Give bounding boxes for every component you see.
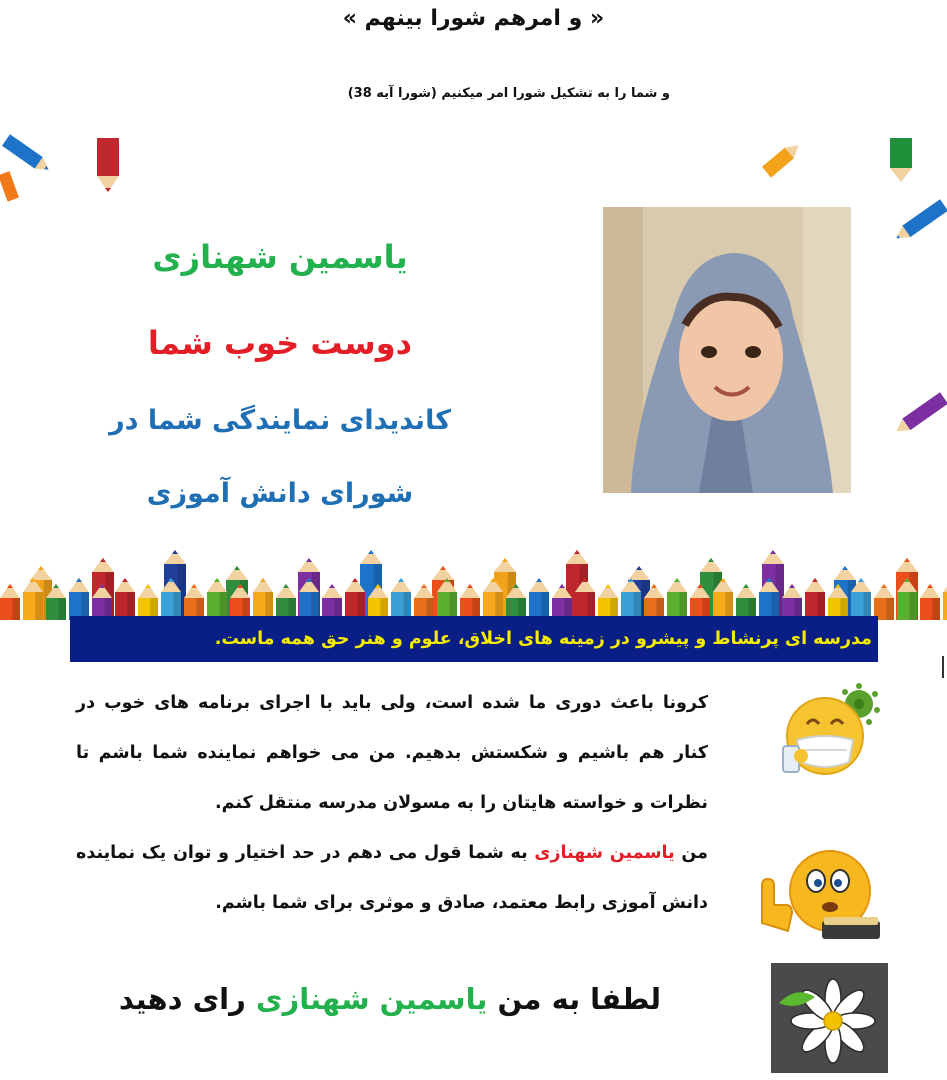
message-paragraph-1: کرونا باعث دوری ما شده است، ولی باید با اجرای برنامه های خوب در کنار هم باشیم و شکستش بدهیم. من می خواهم نماینده شما باشم تا نظرات و خواسته هایتان را به مسولان مدرسه منتقل کنم. bbox=[76, 693, 708, 813]
pencil-icon bbox=[391, 578, 411, 620]
message-paragraph-2-suffix: به شما قول می دهم در حد اختیار و توان یک نماینده دانش آموزی رابط معتمد، صادق و موثری برای شما باشم. bbox=[76, 843, 708, 913]
slogan-banner bbox=[70, 616, 878, 662]
slogan-text: مدرسه ای پرنشاط و پیشرو در زمینه های اخلاق، علوم و هنر حق همه ماست. bbox=[214, 629, 872, 649]
pencil-icon bbox=[874, 584, 894, 620]
vote-call-name: یاسمین شهنازی bbox=[255, 982, 488, 1016]
pencil-icon bbox=[138, 584, 158, 620]
pencil-icon bbox=[184, 584, 204, 620]
pencil-icon bbox=[69, 578, 89, 620]
header-subtitle: و شما را به تشکیل شورا امر میکنیم (شورا آیه 38) bbox=[347, 86, 670, 101]
candidate-photo bbox=[603, 207, 851, 493]
campaign-message bbox=[76, 678, 708, 928]
pencil-icon bbox=[920, 584, 940, 620]
pencil-icon bbox=[460, 584, 480, 620]
candidate-role-line2: شورای دانش آموزی bbox=[146, 478, 414, 509]
pencil-icon bbox=[888, 138, 916, 184]
pencil-icon bbox=[782, 584, 802, 620]
message-paragraph-2-prefix: من bbox=[674, 843, 708, 863]
pencil-icon bbox=[736, 584, 756, 620]
vote-call-prefix: لطفا به من bbox=[487, 982, 662, 1016]
pencil-icon bbox=[253, 578, 273, 620]
pencil-icon bbox=[414, 584, 434, 620]
message-candidate-name: یاسمین شهنازی bbox=[534, 843, 675, 863]
divider bbox=[942, 656, 944, 678]
pencil-icon bbox=[94, 138, 124, 194]
header-title: « و امرهم شورا بینهم » bbox=[342, 6, 605, 31]
hand-raised-emoji-icon bbox=[752, 845, 887, 945]
candidate-name: یاسمین شهنازی bbox=[152, 238, 408, 276]
candidate-subtitle: دوست خوب شما bbox=[147, 324, 413, 362]
pencil-icon bbox=[598, 584, 618, 620]
pencil-row bbox=[0, 530, 947, 620]
pencil-icon bbox=[529, 578, 549, 620]
pencil-icon bbox=[207, 578, 227, 620]
pencil-icon bbox=[322, 584, 342, 620]
pencil-icon bbox=[667, 578, 687, 620]
pencil-icon bbox=[115, 578, 135, 620]
pencil-icon bbox=[890, 195, 947, 250]
candidate-role-line1: کاندیدای نمایندگی شما در bbox=[109, 405, 451, 436]
pencil-icon bbox=[756, 138, 806, 188]
flower-logo-icon bbox=[771, 963, 888, 1073]
pencil-icon bbox=[805, 578, 825, 620]
vote-call bbox=[80, 982, 700, 1016]
pencil-icon bbox=[0, 168, 22, 218]
pencil-icon bbox=[276, 584, 296, 620]
pencil-icon bbox=[890, 388, 947, 443]
pencil-icon bbox=[943, 578, 947, 620]
mask-emoji-icon bbox=[775, 680, 883, 780]
pencil-icon bbox=[0, 584, 20, 620]
vote-call-suffix: رای دهید bbox=[118, 982, 256, 1016]
